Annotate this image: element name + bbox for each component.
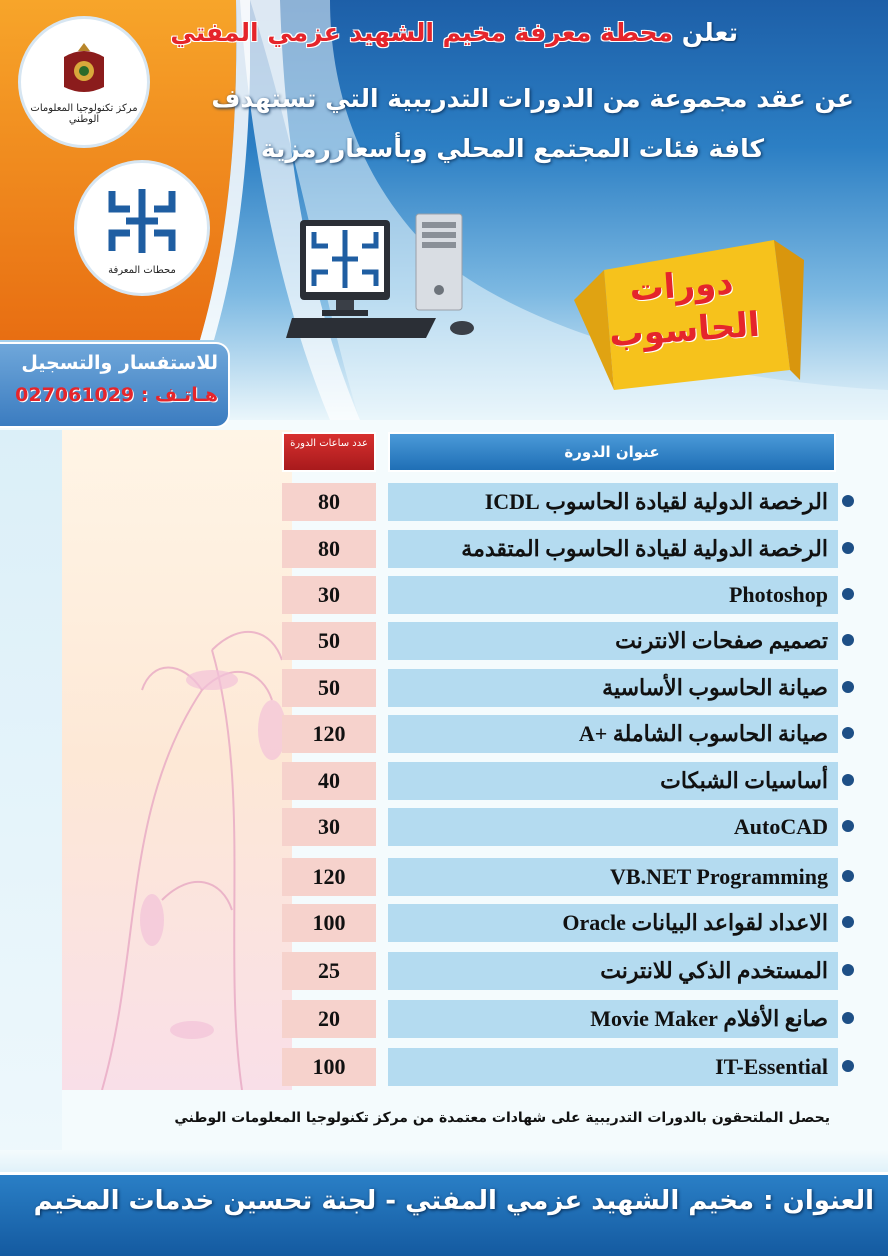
announce-prefix: تعلن	[681, 18, 738, 47]
bullet-icon	[842, 634, 854, 646]
course-hours: 100	[282, 904, 376, 942]
table-row	[282, 715, 872, 755]
course-hours: 30	[282, 576, 376, 614]
table-row	[282, 762, 872, 802]
announcement-line-3: كافة فئات المجتمع المحلي وبأسعاررمزية	[260, 134, 764, 163]
announcement-line-1	[170, 18, 738, 47]
bullet-icon	[842, 727, 854, 739]
bullet-icon	[842, 916, 854, 928]
bullet-icon	[842, 820, 854, 832]
knowledge-stations-icon	[102, 181, 182, 261]
certification-note: يحصل الملتحقون بالدورات التدريبية على شهادات معتمدة من مركز تكنولوجيا المعلومات الوطني	[174, 1110, 830, 1126]
course-hours: 100	[282, 1048, 376, 1086]
bullet-icon	[842, 1012, 854, 1024]
table-row	[282, 904, 872, 944]
table-row	[282, 669, 872, 709]
bullet-icon	[842, 495, 854, 507]
contact-box	[0, 342, 230, 428]
course-name: صانع الأفلام Movie Maker	[388, 1000, 838, 1038]
ribbon-label	[597, 258, 769, 357]
course-hours: 30	[282, 808, 376, 846]
logo2-caption: محطات المعرفة	[108, 264, 176, 276]
course-name: صيانة الحاسوب الأساسية	[388, 669, 838, 707]
table-row	[282, 622, 872, 662]
bullet-icon	[842, 588, 854, 600]
knowledge-stations-logo	[74, 160, 210, 296]
announcement-line-2: عن عقد مجموعة من الدورات التدريبية التي تستهدف	[211, 84, 854, 113]
course-name: IT-Essential	[388, 1048, 838, 1086]
course-name: أساسيات الشبكات	[388, 762, 838, 800]
table-row	[282, 858, 872, 898]
announce-org: محطة معرفة مخيم الشهيد عزمي المفتي	[170, 18, 674, 47]
course-hours: 20	[282, 1000, 376, 1038]
course-name: الرخصة الدولية لقيادة الحاسوب ICDL	[388, 483, 838, 521]
course-name: VB.NET Programming	[388, 858, 838, 896]
footer-address: العنوان : مخيم الشهيد عزمي المفتي - لجنة تحسين خدمات المخيم	[33, 1186, 874, 1216]
course-hours: 120	[282, 715, 376, 753]
ribbon-line-1: دورات	[628, 262, 735, 310]
table-row	[282, 576, 872, 616]
course-hours: 80	[282, 530, 376, 568]
ribbon-line-2: الحاسوب	[608, 304, 762, 356]
course-hours: 80	[282, 483, 376, 521]
national-it-center-logo	[18, 16, 150, 148]
bullet-icon	[842, 1060, 854, 1072]
bullet-icon	[842, 542, 854, 554]
left-strip	[0, 430, 62, 1170]
hours-column-header: عدد ساعات الدورة	[282, 432, 376, 472]
table-row	[282, 530, 872, 570]
course-name: الرخصة الدولية لقيادة الحاسوب المتقدمة	[388, 530, 838, 568]
bullet-icon	[842, 964, 854, 976]
logo1-caption: مركز تكنولوجيا المعلومات الوطني	[30, 103, 138, 125]
computer-illustration	[286, 210, 496, 345]
course-hours: 25	[282, 952, 376, 990]
course-name: AutoCAD	[388, 808, 838, 846]
bullet-icon	[842, 774, 854, 786]
course-name: صيانة الحاسوب الشاملة +A	[388, 715, 838, 753]
coat-of-arms-icon	[54, 39, 114, 99]
course-hours: 120	[282, 858, 376, 896]
course-name: الاعداد لقواعد البيانات Oracle	[388, 904, 838, 942]
table-row	[282, 808, 872, 848]
table-row	[282, 952, 872, 992]
table-row	[282, 483, 872, 523]
course-name: المستخدم الذكي للانترنت	[388, 952, 838, 990]
course-name: تصميم صفحات الانترنت	[388, 622, 838, 660]
bullet-icon	[842, 870, 854, 882]
course-name: Photoshop	[388, 576, 838, 614]
contact-phone: هـاتـف : 027061029	[15, 384, 218, 406]
course-title-column-header: عنوان الدورة	[388, 432, 836, 472]
table-row	[282, 1048, 872, 1088]
course-hours: 50	[282, 622, 376, 660]
course-hours: 40	[282, 762, 376, 800]
course-hours: 50	[282, 669, 376, 707]
table-row	[282, 1000, 872, 1040]
bullet-icon	[842, 681, 854, 693]
contact-title: للاستفسار والتسجيل	[21, 352, 218, 374]
